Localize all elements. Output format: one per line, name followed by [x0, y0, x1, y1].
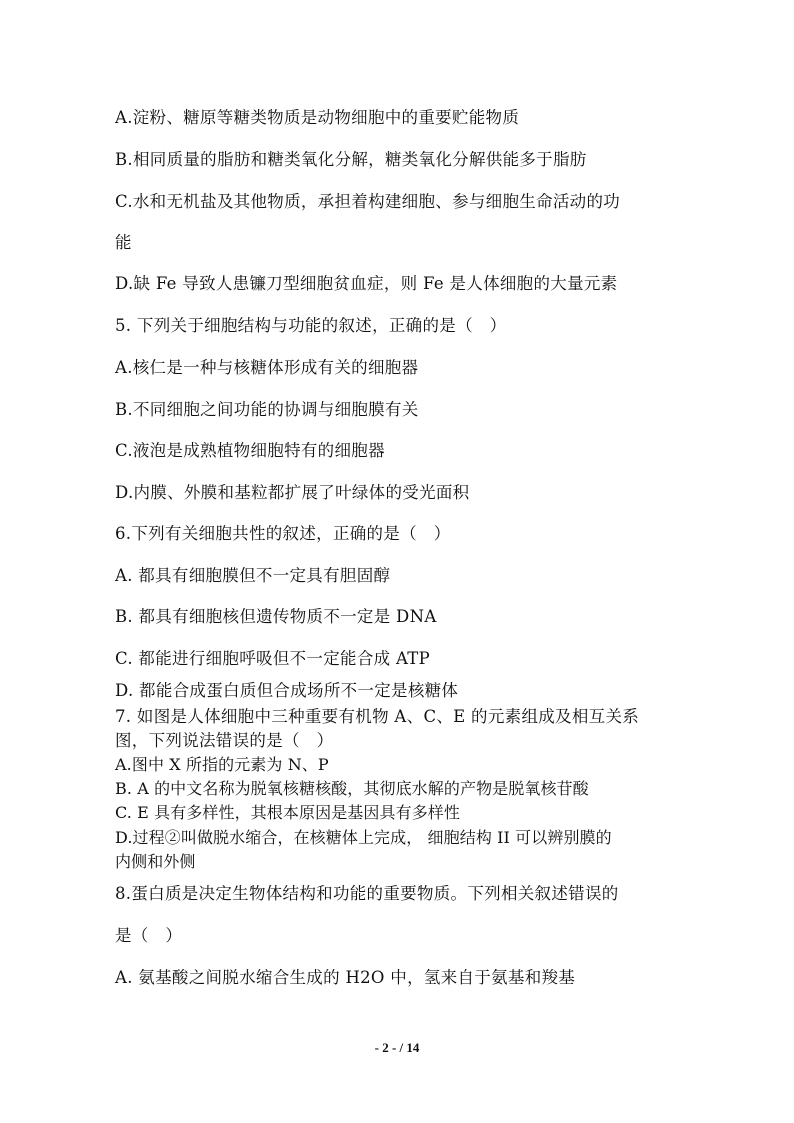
question-8-stem: 8.蛋白质是决定生物体结构和功能的重要物质。下列相关叙述错误的: [115, 884, 619, 903]
text-line: 内侧和外侧: [115, 852, 196, 871]
text-line: D.内膜、外膜和基粒都扩展了叶绿体的受光面积: [115, 483, 470, 502]
text-line: A.核仁是一种与核糖体形成有关的细胞器: [115, 358, 419, 377]
text-line: C.液泡是成熟植物细胞特有的细胞器: [115, 441, 385, 460]
text-line: D.缺 Fe 导致人患镰刀型细胞贫血症，则 Fe 是人体细胞的大量元素: [115, 274, 618, 293]
text-line: A. 氨基酸之间脱水缩合生成的 H2O 中，氢来自于氨基和羧基: [115, 968, 576, 987]
text-line: C. E 具有多样性，其根本原因是基因具有多样性: [115, 803, 461, 822]
text-line: D. 都能合成蛋白质但合成场所不一定是核糖体: [115, 681, 459, 700]
question-7-stem: 7. 如图是人体细胞中三种重要有机物 A、C、E 的元素组成及相互关系: [115, 707, 640, 726]
text-line: C.水和无机盐及其他物质，承担着构建细胞、参与细胞生命活动的功: [115, 192, 621, 211]
text-line: D.过程②叫做脱水缩合，在核糖体上完成， 细胞结构 II 可以辨别膜的: [115, 828, 612, 847]
text-line: B.相同质量的脂肪和糖类氧化分解，糖类氧化分解供能多于脂肪: [115, 150, 587, 169]
text-line: B. 都具有细胞核但遗传物质不一定是 DNA: [115, 607, 437, 626]
text-line: 图，下列说法错误的是（ ）: [115, 731, 334, 750]
question-5-stem: 5. 下列关于细胞结构与功能的叙述，正确的是（ ）: [115, 316, 507, 335]
text-line: A. 都具有细胞膜但不一定具有胆固醇: [115, 566, 391, 585]
text-line: 是（ ）: [115, 926, 183, 945]
question-6-stem: 6.下列有关细胞共性的叙述，正确的是（ ）: [115, 524, 451, 543]
text-line: A.淀粉、糖原等糖类物质是动物细胞中的重要贮能物质: [115, 108, 520, 127]
text-line: B.不同细胞之间功能的协调与细胞膜有关: [115, 400, 419, 419]
page-number: - 2 - / 14: [374, 1040, 420, 1055]
text-line: A.图中 X 所指的元素为 N、P: [115, 755, 329, 774]
text-line: B. A 的中文名称为脱氧核糖核酸，其彻底水解的产物是脱氧核苷酸: [115, 779, 589, 798]
text-line: C. 都能进行细胞呼吸但不一定能合成 ATP: [115, 649, 430, 668]
text-line: 能: [115, 233, 132, 252]
